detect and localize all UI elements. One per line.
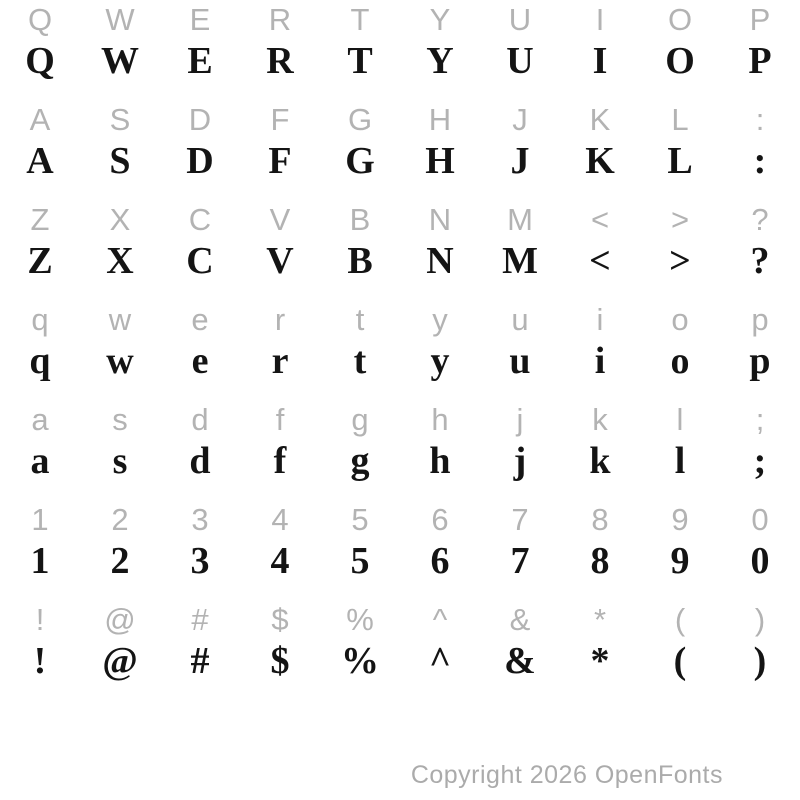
specimen-char: d (189, 440, 211, 482)
specimen-block (0, 500, 800, 600)
specimen-char: S (109, 102, 131, 137)
specimen-char: u (511, 302, 529, 337)
specimen-line-ghost (0, 200, 800, 240)
specimen-char: E (187, 40, 213, 82)
specimen-char: w (108, 302, 132, 337)
specimen-char: 1 (30, 540, 50, 582)
specimen-block (0, 100, 800, 200)
specimen-char: Z (30, 202, 50, 237)
specimen-char: 4 (271, 502, 289, 537)
specimen-line-ink (0, 40, 800, 86)
specimen-line-ghost (0, 0, 800, 40)
specimen-char: f (273, 440, 287, 482)
specimen-char: g (351, 402, 369, 437)
specimen-char: o (671, 302, 689, 337)
specimen-char: u (509, 340, 531, 382)
specimen-char: # (191, 602, 209, 637)
specimen-char: < (589, 240, 611, 282)
specimen-char: X (109, 202, 131, 237)
specimen-char: e (191, 302, 209, 337)
specimen-line-ghost (0, 400, 800, 440)
specimen-char: U (506, 40, 534, 82)
specimen-char: ? (751, 202, 769, 237)
specimen-char: ) (754, 602, 766, 637)
specimen-char: d (191, 402, 209, 437)
specimen-char: k (589, 440, 611, 482)
specimen-char: V (266, 240, 294, 282)
specimen-char: I (595, 2, 605, 37)
specimen-char: # (190, 640, 210, 682)
specimen-char: @ (102, 640, 138, 682)
specimen-char: T (347, 40, 373, 82)
specimen-char: 1 (31, 502, 49, 537)
specimen-char: * (593, 602, 607, 637)
specimen-char: 7 (510, 540, 530, 582)
specimen-char: R (268, 2, 292, 37)
specimen-char: % (346, 602, 374, 637)
specimen-char: H (425, 140, 455, 182)
specimen-char: a (30, 440, 50, 482)
specimen-char: J (510, 140, 530, 182)
specimen-block (0, 200, 800, 300)
specimen-char: B (347, 240, 373, 282)
specimen-char: L (671, 102, 689, 137)
specimen-char: @ (104, 602, 136, 637)
specimen-char: E (189, 2, 211, 37)
specimen-char: p (751, 302, 769, 337)
specimen-block (0, 0, 800, 100)
specimen-char: ^ (432, 602, 448, 637)
specimen-line-ink (0, 240, 800, 286)
specimen-char: A (26, 140, 54, 182)
specimen-char: J (512, 102, 528, 137)
specimen-char: Y (429, 2, 451, 37)
specimen-char: p (749, 340, 771, 382)
specimen-char: Z (27, 240, 53, 282)
specimen-char: ^ (428, 640, 452, 682)
specimen-char: q (29, 340, 51, 382)
specimen-char: $ (271, 602, 289, 637)
specimen-char: y (432, 302, 448, 337)
specimen-char: 0 (750, 540, 770, 582)
specimen-char: 6 (431, 502, 449, 537)
specimen-char: ) (753, 640, 767, 682)
specimen-char: s (112, 402, 128, 437)
specimen-char: ? (750, 240, 770, 282)
specimen-char: X (106, 240, 134, 282)
specimen-line-ink (0, 140, 800, 186)
specimen-char: > (670, 202, 690, 237)
specimen-char: ! (33, 640, 47, 682)
specimen-char: & (504, 640, 536, 682)
specimen-char: & (509, 602, 531, 637)
specimen-char: K (585, 140, 615, 182)
specimen-char: ( (674, 602, 686, 637)
specimen-char: a (31, 402, 49, 437)
specimen-char: A (29, 102, 51, 137)
specimen-char: M (502, 240, 538, 282)
specimen-char: r (274, 302, 286, 337)
specimen-char: q (31, 302, 49, 337)
specimen-char: 6 (430, 540, 450, 582)
specimen-char: 8 (591, 502, 609, 537)
specimen-char: 0 (751, 502, 769, 537)
specimen-char: 7 (511, 502, 529, 537)
specimen-char: N (428, 202, 452, 237)
specimen-char: 3 (190, 540, 210, 582)
specimen-char: R (266, 40, 294, 82)
specimen-char: k (592, 402, 608, 437)
specimen-char: < (590, 202, 610, 237)
specimen-char: W (101, 40, 139, 82)
specimen-char: : (755, 102, 765, 137)
specimen-char: f (275, 402, 285, 437)
specimen-char: ; (755, 402, 765, 437)
specimen-char: % (341, 640, 379, 682)
specimen-char: W (105, 2, 135, 37)
specimen-line-ink (0, 440, 800, 486)
specimen-char: o (670, 340, 690, 382)
specimen-char: s (112, 440, 128, 482)
specimen-line-ghost (0, 100, 800, 140)
specimen-char: 8 (590, 540, 610, 582)
specimen-char: h (431, 402, 449, 437)
specimen-char: Y (426, 40, 454, 82)
specimen-char: V (269, 202, 291, 237)
specimen-char: t (355, 302, 365, 337)
specimen-char: H (428, 102, 452, 137)
specimen-char: 2 (111, 502, 129, 537)
specimen-char: ! (35, 602, 45, 637)
specimen-char: 9 (671, 502, 689, 537)
specimen-char: h (429, 440, 451, 482)
specimen-line-ink (0, 640, 800, 686)
specimen-char: y (430, 340, 450, 382)
specimen-char: C (188, 202, 212, 237)
specimen-char: O (665, 40, 695, 82)
specimen-block (0, 600, 800, 700)
specimen-char: : (753, 140, 767, 182)
specimen-char: T (350, 2, 370, 37)
specimen-char: i (596, 302, 604, 337)
specimen-char: P (748, 40, 772, 82)
specimen-char: l (674, 440, 686, 482)
specimen-char: 3 (191, 502, 209, 537)
specimen-line-ghost (0, 600, 800, 640)
specimen-char: P (749, 2, 771, 37)
specimen-char: g (350, 440, 370, 482)
specimen-char: > (669, 240, 691, 282)
specimen-char: 4 (270, 540, 290, 582)
specimen-char: D (188, 102, 212, 137)
specimen-char: G (347, 102, 373, 137)
specimen-char: L (667, 140, 693, 182)
specimen-line-ghost (0, 500, 800, 540)
specimen-char: 9 (670, 540, 690, 582)
specimen-char: O (667, 2, 693, 37)
specimen-char: M (507, 202, 533, 237)
specimen-char: N (426, 240, 454, 282)
specimen-char: j (516, 402, 524, 437)
specimen-char: C (186, 240, 214, 282)
specimen-char: $ (270, 640, 290, 682)
specimen-char: 2 (110, 540, 130, 582)
specimen-char: I (592, 40, 608, 82)
specimen-char: F (268, 140, 292, 182)
specimen-char: j (513, 440, 527, 482)
specimen-char: * (590, 640, 610, 682)
specimen-char: t (353, 340, 367, 382)
copyright-text: Copyright 2026 OpenFonts (410, 761, 723, 789)
specimen-char: D (186, 140, 214, 182)
specimen-char: ( (673, 640, 687, 682)
specimen-line-ghost (0, 300, 800, 340)
specimen-char: S (109, 140, 131, 182)
specimen-char: F (270, 102, 290, 137)
specimen-char: B (349, 202, 371, 237)
specimen-char: 5 (351, 502, 369, 537)
specimen-char: G (345, 140, 375, 182)
specimen-line-ink (0, 340, 800, 386)
specimen-char: ; (753, 440, 767, 482)
specimen-char: K (589, 102, 611, 137)
specimen-char: e (191, 340, 209, 382)
specimen-char: w (106, 340, 134, 382)
specimen-char: r (271, 340, 289, 382)
specimen-block (0, 300, 800, 400)
specimen-char: U (508, 2, 532, 37)
specimen-char: Q (25, 40, 55, 82)
specimen-char: i (594, 340, 606, 382)
specimen-block (0, 400, 800, 500)
specimen-char: Q (27, 2, 53, 37)
specimen-char: l (676, 402, 684, 437)
specimen-char: 5 (350, 540, 370, 582)
specimen-line-ink (0, 540, 800, 586)
